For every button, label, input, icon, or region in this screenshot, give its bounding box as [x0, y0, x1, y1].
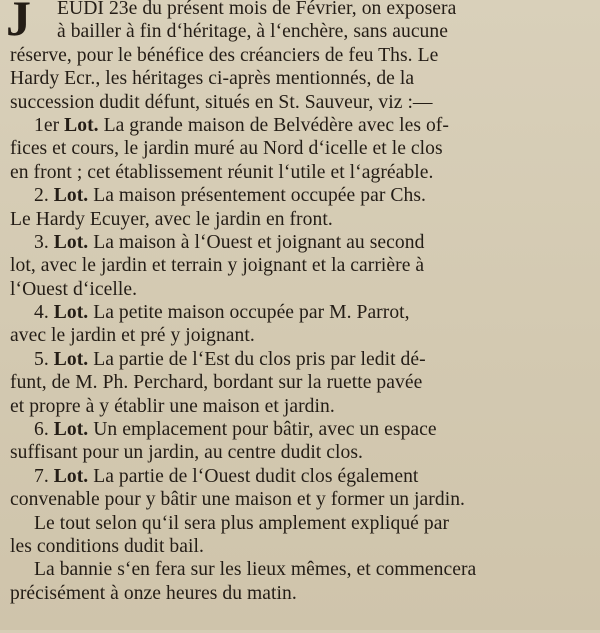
lot-label: Lot.: [53, 185, 89, 207]
lot-text: La grande maison de Belvédère avec les of-: [98, 114, 449, 136]
lot-number: 4.: [34, 302, 49, 324]
lot-line: convenable pour y bâtir une maison et y former un jardin.: [10, 489, 465, 511]
lot-label: Lot.: [53, 419, 89, 441]
lot-line: lot, avec le jardin et terrain y joignant et la carrière à: [10, 255, 425, 277]
lot-line: avec le jardin et pré y joignant.: [10, 325, 255, 347]
lot-text: La partie de l‘Est du clos pris par ledit dé-: [88, 348, 426, 370]
lot-label: Lot.: [53, 465, 89, 487]
lot-4-first-line: [10, 301, 588, 324]
lot-line: suffisant pour un jardin, au centre dudit clos.: [10, 442, 363, 464]
lot-line: en front ; cet établissement réunit l‘utile et l‘agréable.: [10, 161, 434, 183]
lot-label: Lot.: [53, 231, 89, 253]
lot-line: et propre à y établir une maison et jardin.: [10, 395, 335, 417]
lot-3-first-line: [10, 231, 588, 254]
lot-label: Lot.: [53, 348, 89, 370]
notice-line: EUDI 23e du présent mois de Février, on exposera: [57, 0, 457, 19]
drop-cap: J: [6, 0, 31, 46]
lot-line: Le Hardy Ecuyer, avec le jardin en front.: [10, 208, 333, 230]
lot-number: 2.: [34, 185, 49, 207]
notice-line: succession dudit défunt, situés en St. Sauveur, viz :—: [10, 91, 433, 113]
lot-line: funt, de M. Ph. Perchard, bordant sur la ruette pavée: [10, 372, 423, 394]
lot-6-first-line: [10, 418, 588, 441]
lot-1-first-line: [10, 114, 588, 137]
lot-7-first-line: [10, 465, 588, 488]
lot-text: La maison à l‘Ouest et joignant au second: [88, 231, 425, 253]
closing-line: La bannie s‘en fera sur les lieux mêmes, et commencera: [34, 559, 477, 581]
lot-line: fices et cours, le jardin muré au Nord d‘icelle et le clos: [10, 138, 443, 160]
lot-label: Lot.: [64, 114, 99, 136]
lot-text: La partie de l‘Ouest dudit clos également: [88, 465, 419, 487]
notice-line: à bailler à fin d‘héritage, à l‘enchère, sans aucune: [57, 21, 449, 43]
lot-2-first-line: [10, 184, 588, 207]
lot-number: 6.: [34, 419, 49, 441]
lot-number: 7.: [34, 465, 49, 487]
lot-line: l‘Ouest d‘icelle.: [10, 278, 138, 300]
lot-5-first-line: [10, 348, 588, 371]
lot-label: Lot.: [53, 302, 89, 324]
notice-line: réserve, pour le bénéfice des créanciers de feu Ths. Le: [10, 44, 439, 66]
lot-number: 3.: [34, 231, 49, 253]
closing-line: Le tout selon qu‘il sera plus amplement expliqué par: [34, 512, 450, 534]
lot-number: 1er: [34, 114, 60, 136]
closing-line: les conditions dudit bail.: [10, 535, 204, 557]
lot-text: Un emplacement pour bâtir, avec un espace: [88, 419, 437, 441]
lot-number: 5.: [34, 348, 49, 370]
closing-line: précisément à onze heures du matin.: [10, 582, 297, 604]
lot-text: La petite maison occupée par M. Parrot,: [88, 302, 410, 324]
notice-line: Hardy Ecr., les héritages ci-après mentionnés, de la: [10, 68, 415, 90]
lot-text: La maison présentement occupée par Chs.: [88, 185, 426, 207]
